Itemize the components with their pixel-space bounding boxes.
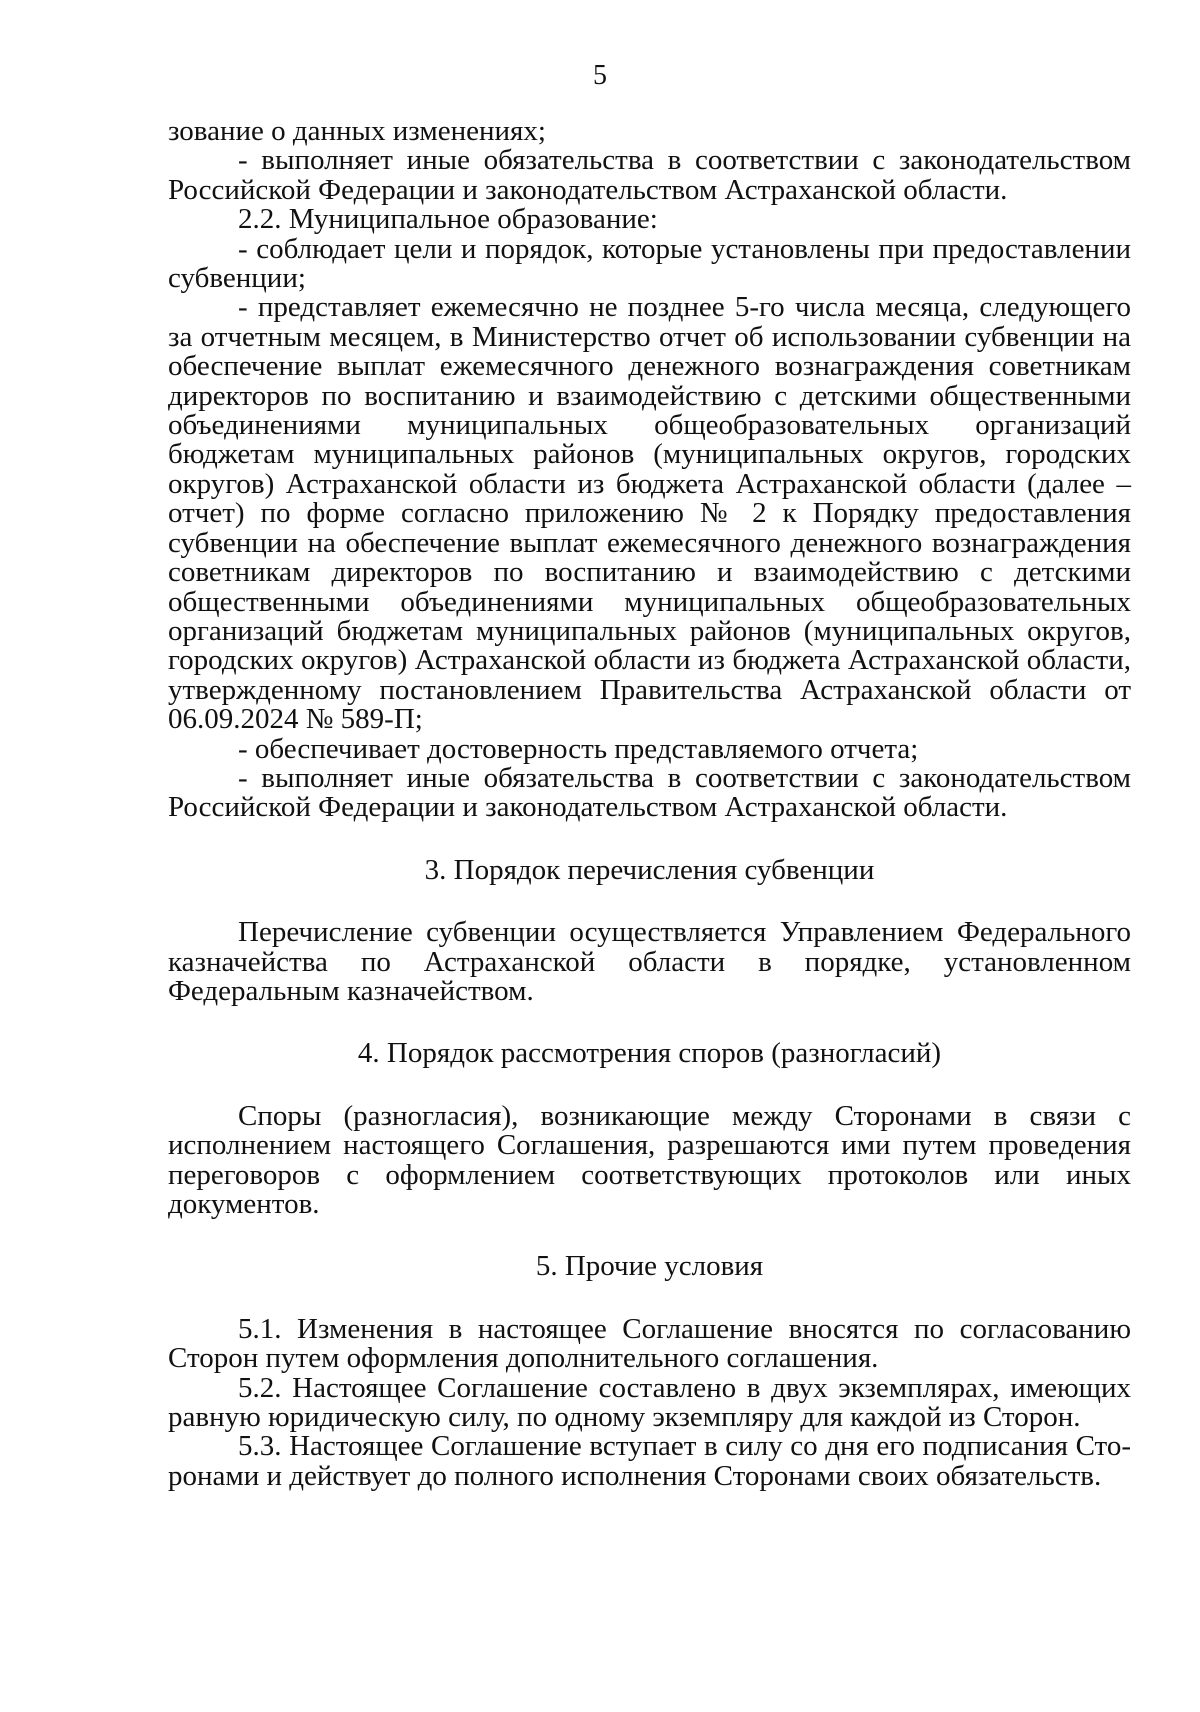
- paragraph-obligations-1: - выполняет иные обязательства в соответствии с законодательством Российской Федерации и законодательством Астраханской области.: [168, 144, 1131, 206]
- paragraph-obligations-2: - выполняет иные обязательства в соответствии с законодательством Российской Федерации и законодательством Астраханской области.: [168, 761, 1131, 824]
- paragraph-report: - представляет ежемесячно не позднее 5-го числа месяца, следующего за отчетным месяцем, в Министерство отчет об использовании субвенции на обеспечение выплат ежемесячного денежного вознаграждения советникам директоров по воспитанию и взаимодействию с детскими общественными объединениями муниципальных общеобразовательных организаций бюджетам муниципальных районов (муниципальных округов, городских округов) Астраханской области из бюджета Астраханской области (далее – отчет) по форме согласно приложению № 2 к Порядку предоставления субвенции на обеспечение выплат ежемесячного денежного вознаграждения советникам директоров по воспитанию и взаимодействию с детскими общественными объединениями муниципальных общеобразовательных организаций бюджетам муниципальных районов (муниципальных округов, городских округов) Астраханской области из бюджета Астраханской области, утвержденному постановлением Правительства Астраханской области от 06.09.2024 № 589-П;: [168, 291, 1131, 736]
- paragraph-reliability: - обеспечивает достоверность представляемого отчета;: [238, 732, 919, 765]
- section-5-item-3: 5.3. Настоящее Соглашение вступает в силу со дня его подписания Сторонами и действует до полного исполнения Сторонами своих обязательств.: [168, 1430, 1131, 1492]
- section-3-text: Перечисление субвенции осуществляется Управлением Федерального казначейства по Астраханской области в порядке, установленном Федеральным казначейством.: [168, 916, 1131, 1007]
- section-5-item-2: 5.2. Настоящее Соглашение составлено в двух экземплярах, имеющих равную юридическую силу, по одному экземпляру для каждой из Сторон.: [168, 1371, 1131, 1434]
- document-body: [168, 117, 1131, 1491]
- section-4-heading: 4. Порядок рассмотрения споров (разногласий): [357, 1037, 942, 1070]
- section-4-text: Споры (разногласия), возникающие между Сторонами в связи с исполнением настоящего Соглашения, разрешаются ими путем проведения переговоров с оформлением соответствующих протоколов или иных документов.: [168, 1099, 1131, 1220]
- section-3-heading: 3. Порядок перечисления субвенции: [424, 853, 875, 886]
- paragraph-goals: - соблюдает цели и порядок, которые установлены при предоставлении субвенции;: [168, 232, 1131, 295]
- paragraph-continuation: зование о данных изменениях;: [168, 115, 546, 147]
- page-number: 5: [593, 60, 607, 91]
- section-5-heading: 5. Прочие условия: [535, 1250, 764, 1283]
- paragraph-clause-2-2: 2.2. Муниципальное образование:: [238, 203, 658, 236]
- section-5-item-1: 5.1. Изменения в настоящее Соглашение вносятся по согласованию Сторон путем оформления дополнительного соглашения.: [168, 1312, 1131, 1375]
